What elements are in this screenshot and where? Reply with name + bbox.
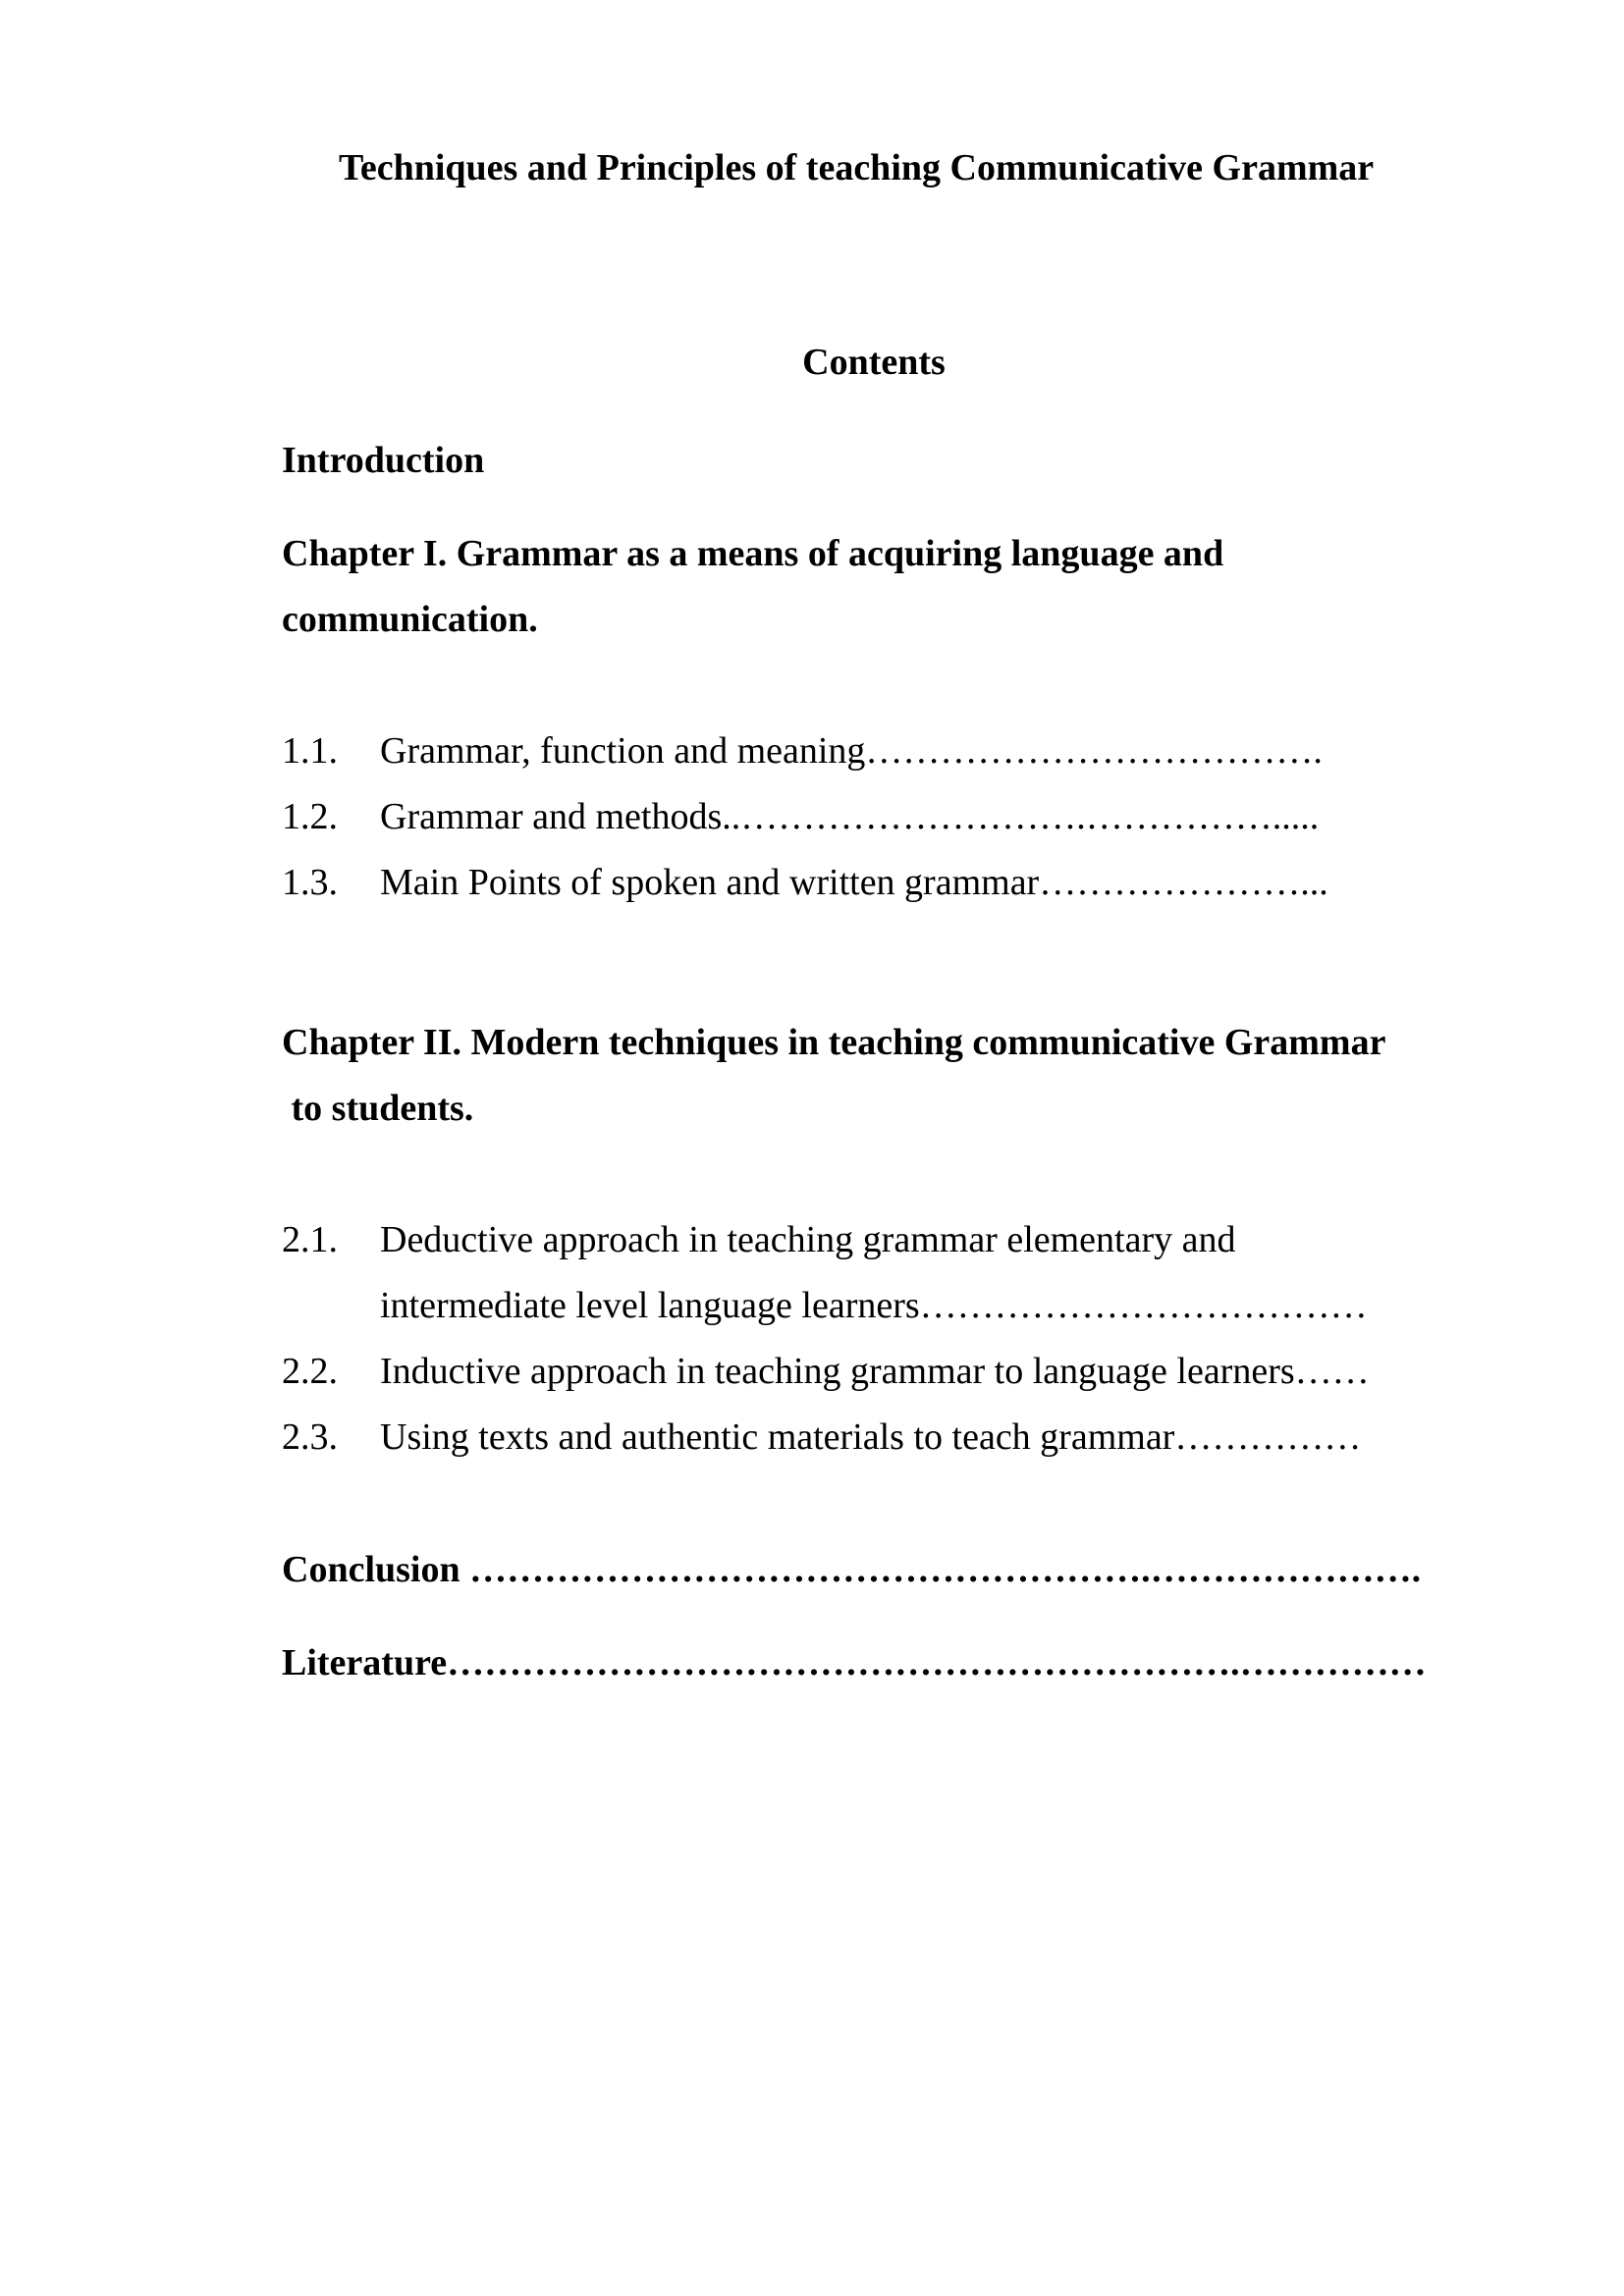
toc-item-text: Deductive approach in teaching grammar elementary and <box>380 1219 1236 1260</box>
toc-item-text: Using texts and authentic materials to teach grammar…………… <box>380 1416 1362 1458</box>
toc-item-text: Inductive approach in teaching grammar to language learners…… <box>380 1351 1370 1392</box>
toc-item-text: Grammar and methods..……………………….……………..... <box>380 796 1320 837</box>
toc-item-number: 2.3. <box>282 1416 338 1458</box>
toc-item-number: 1.1. <box>282 730 338 772</box>
contents-heading: Contents <box>802 342 946 383</box>
toc-item-text: Grammar, function and meaning………………………………. <box>380 730 1323 772</box>
chapter2-heading-line1: Chapter II. Modern techniques in teaching communicative Grammar <box>282 1022 1386 1063</box>
toc-item-text-continuation: intermediate level language learners……………………………… <box>380 1285 1368 1326</box>
chapter1-heading-line2: communication. <box>282 599 538 640</box>
toc-item-text: Main Points of spoken and written grammar…………………... <box>380 862 1328 903</box>
toc-item-number: 1.2. <box>282 796 338 837</box>
document-title: Techniques and Principles of teaching Communicative Grammar <box>339 147 1375 188</box>
toc-item-number: 1.3. <box>282 862 338 903</box>
toc-literature: Literature……………………………………………………….…………… <box>282 1642 1427 1683</box>
toc-conclusion: Conclusion ……………………………………………….…………………. <box>282 1549 1422 1590</box>
toc-item-number: 2.2. <box>282 1351 338 1392</box>
toc-item-number: 2.1. <box>282 1219 338 1260</box>
toc-introduction: Introduction <box>282 440 485 481</box>
chapter2-heading-line2: to students. <box>282 1088 474 1129</box>
chapter1-heading-line1: Chapter I. Grammar as a means of acquiring language and <box>282 533 1224 574</box>
